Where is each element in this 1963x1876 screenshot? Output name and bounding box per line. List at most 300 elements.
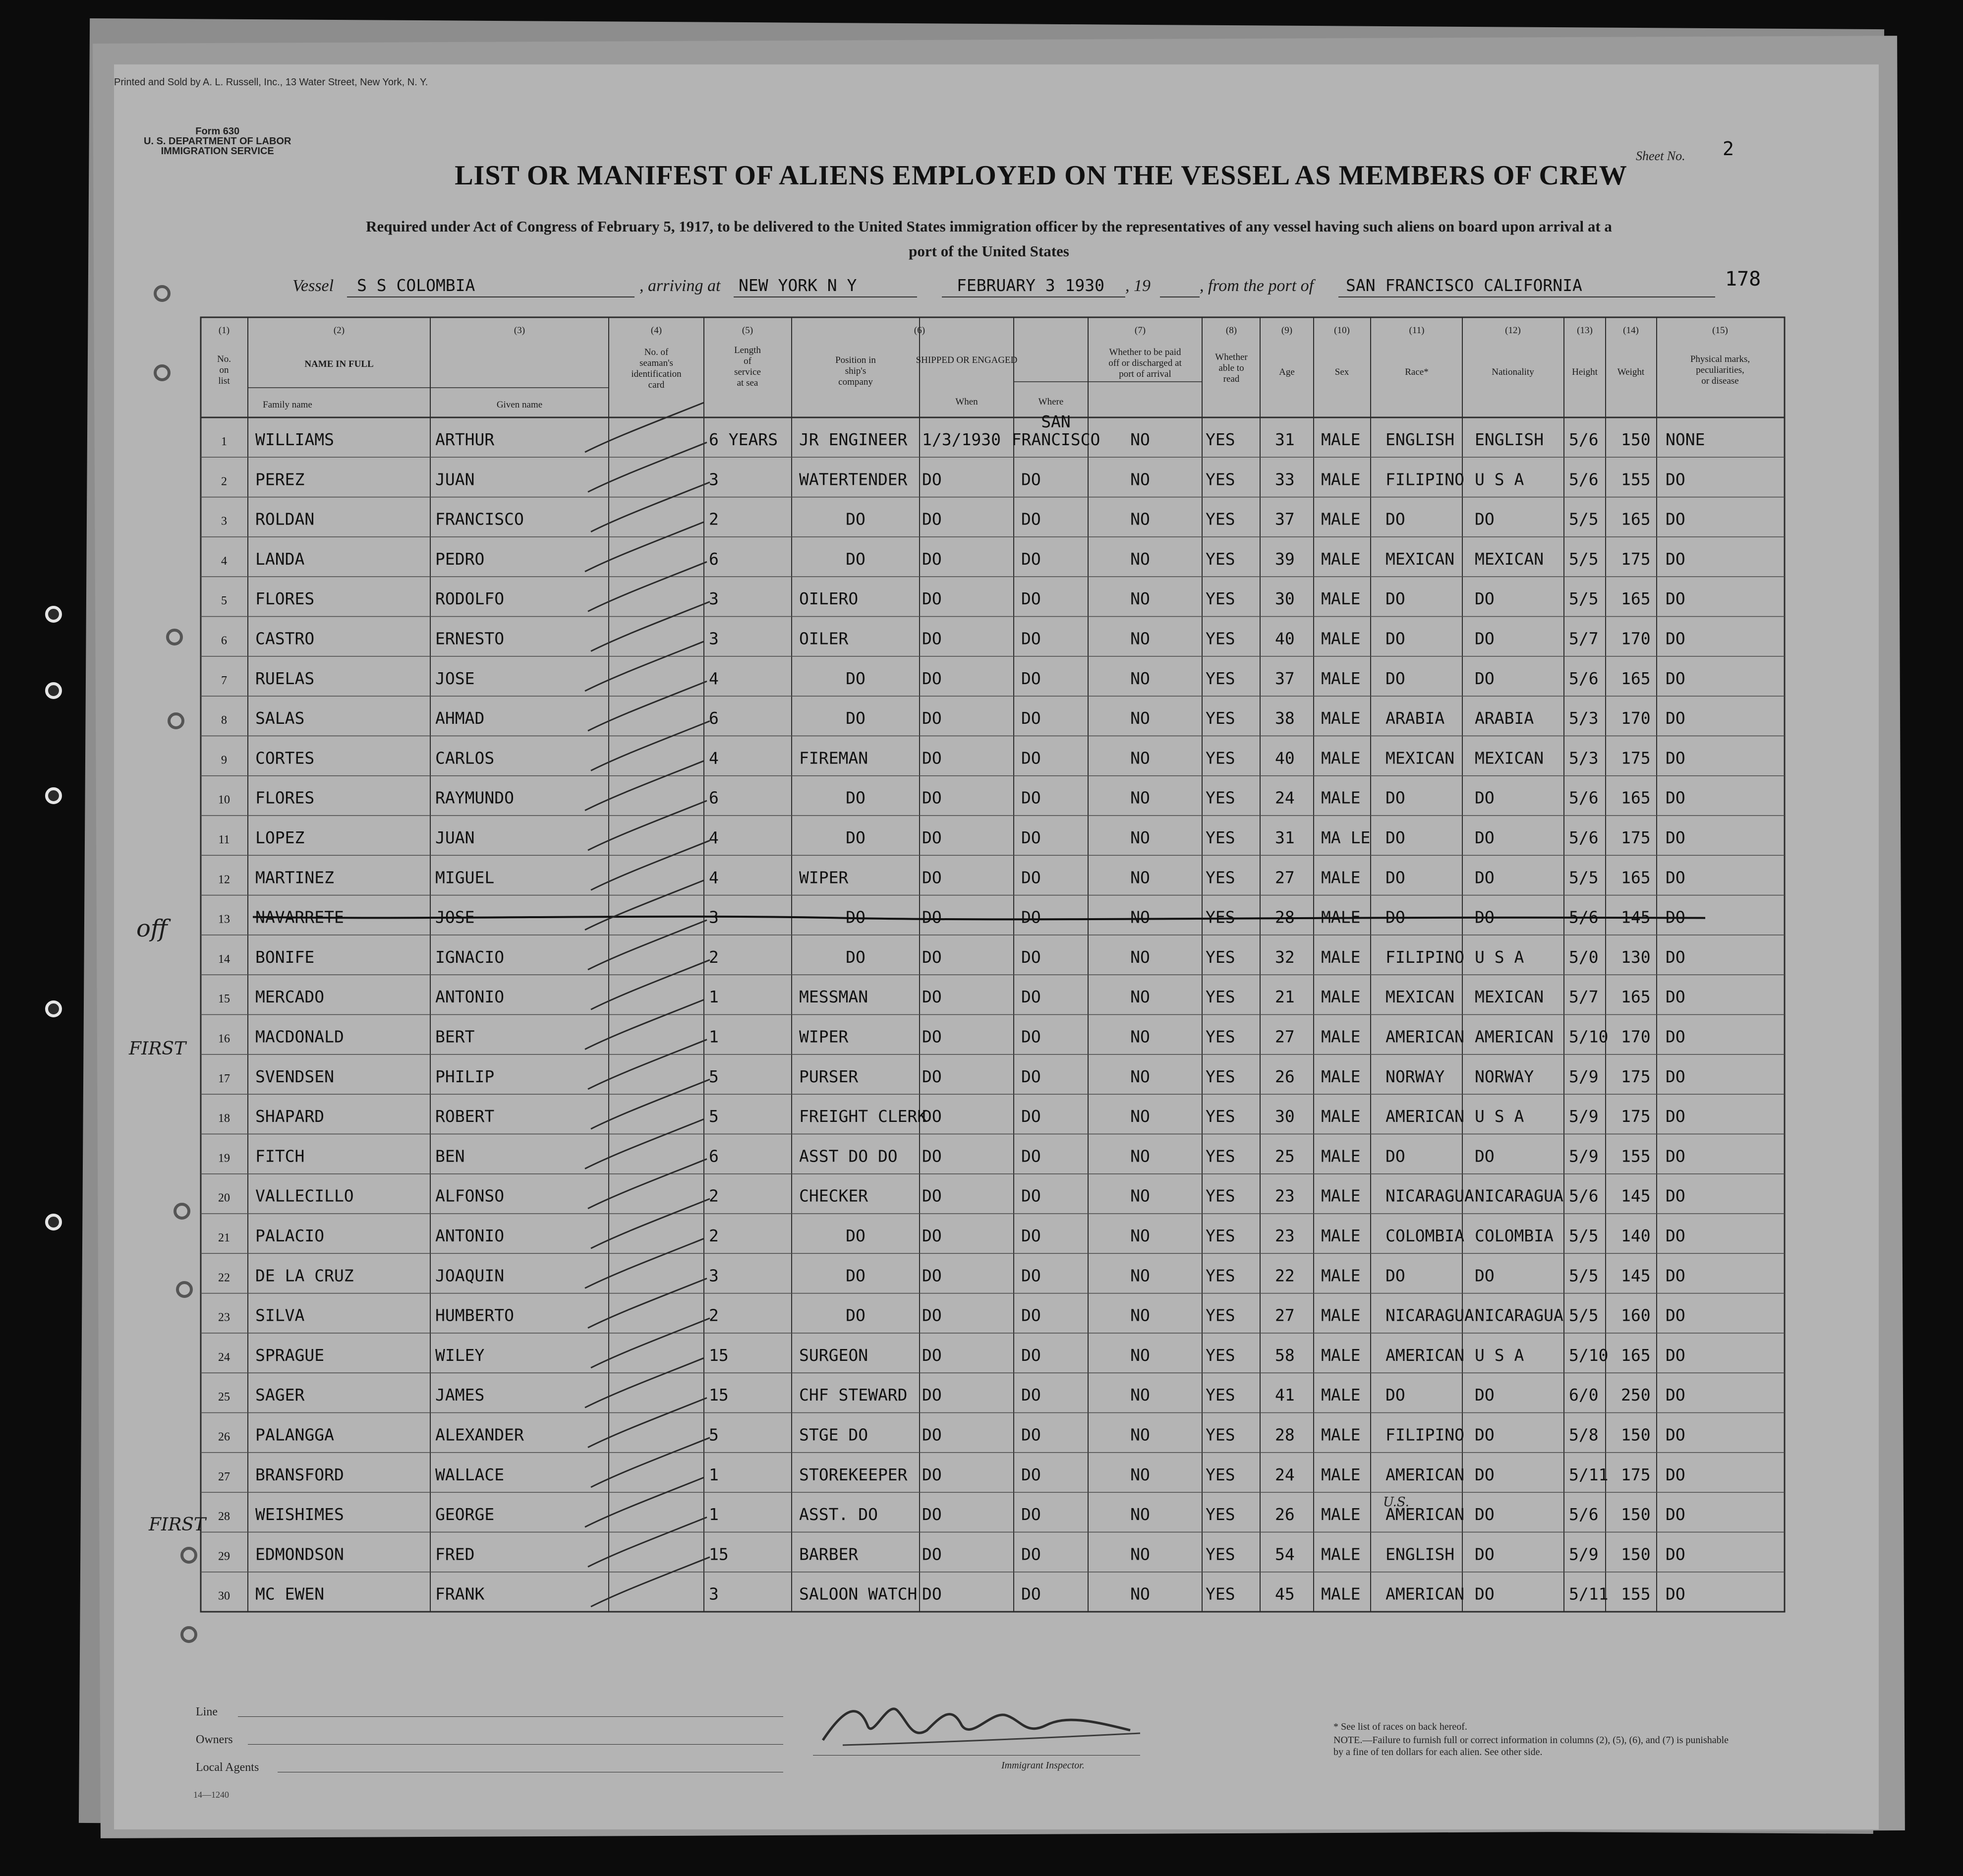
cell-when: DO <box>922 1107 942 1126</box>
cell-age: 31 <box>1275 430 1295 449</box>
cell-race: FILIPINO <box>1386 1425 1464 1445</box>
cell-marks: DO <box>1666 549 1685 569</box>
cell-marks: DO <box>1666 1305 1685 1325</box>
cell-family: MC EWEN <box>255 1584 325 1604</box>
check-mark <box>585 1119 704 1169</box>
header-marks: Physical marks, <box>1690 354 1750 364</box>
cell-position: SALOON WATCH <box>799 1584 918 1604</box>
line-label: Line <box>196 1705 218 1718</box>
cell-nationality: NICARAGUA <box>1475 1186 1563 1206</box>
cell-marks: DO <box>1666 907 1685 927</box>
inspector-signature <box>813 1681 1160 1760</box>
cell-read: YES <box>1206 1425 1235 1445</box>
cell-paid: NO <box>1130 1066 1150 1086</box>
cell-paid: NO <box>1130 947 1150 967</box>
cell-weight: 175 <box>1621 1107 1651 1126</box>
header-length-service: at sea <box>737 378 758 388</box>
cell-marks: DO <box>1666 828 1685 847</box>
cell-age: 39 <box>1275 549 1295 569</box>
column-number: (10) <box>1334 325 1350 336</box>
cell-family: SPRAGUE <box>255 1345 325 1365</box>
cell-paid: NO <box>1130 549 1150 569</box>
cell-when: 1/3/1930 <box>922 430 1001 449</box>
header-height: Height <box>1572 367 1598 377</box>
cell-read: YES <box>1206 947 1235 967</box>
cell-height: 5/7 <box>1569 629 1599 648</box>
punch-hole <box>154 364 171 381</box>
cell-height: 5/9 <box>1569 1544 1599 1564</box>
cell-family: MACDONALD <box>255 1027 344 1047</box>
cell-sex: MALE <box>1321 1425 1361 1445</box>
cell-read: YES <box>1206 907 1235 927</box>
cell-read: YES <box>1206 987 1235 1007</box>
cell-given: IGNACIO <box>435 947 505 967</box>
cell-weight: 140 <box>1621 1226 1651 1245</box>
cell-height: 5/5 <box>1569 509 1599 529</box>
cell-marks: DO <box>1666 748 1685 768</box>
row-number: 13 <box>218 913 230 926</box>
cell-when: DO <box>922 1385 942 1405</box>
cell-position: CHECKER <box>799 1186 868 1206</box>
cell-age: 41 <box>1275 1385 1295 1405</box>
check-mark <box>588 801 707 850</box>
cell-marks: DO <box>1666 1266 1685 1286</box>
row-number: 4 <box>221 554 227 568</box>
cell-given: JOAQUIN <box>435 1266 505 1286</box>
check-mark <box>585 642 704 691</box>
cell-paid: NO <box>1130 828 1150 847</box>
cell-paid: NO <box>1130 629 1150 648</box>
cell-nationality: ARABIA <box>1475 708 1534 728</box>
cell-where: DO <box>1021 668 1041 688</box>
cell-family: BONIFE <box>255 947 315 967</box>
race-footnote: * See list of races on back hereof. <box>1333 1721 1467 1732</box>
cell-given: RAYMUNDO <box>435 788 514 808</box>
cell-weight: 150 <box>1621 1425 1651 1445</box>
cell-marks: DO <box>1666 1146 1685 1166</box>
cell-race: DO <box>1386 788 1405 808</box>
column-number: (9) <box>1281 325 1293 336</box>
underline <box>248 1744 783 1745</box>
header-no-on-list: No. <box>217 354 231 364</box>
cell-sex: MALE <box>1321 668 1361 688</box>
cell-family: MARTINEZ <box>255 868 334 887</box>
cell-family: SALAS <box>255 708 305 728</box>
row-number: 12 <box>218 873 230 886</box>
cell-sex: MA LE <box>1321 828 1371 847</box>
cell-sex: MALE <box>1321 1345 1361 1365</box>
cell-marks: DO <box>1666 708 1685 728</box>
cell-weight: 155 <box>1621 469 1651 489</box>
cell-given: FRANK <box>435 1584 485 1604</box>
header-when: When <box>955 397 978 407</box>
cell-nationality: U S A <box>1475 1107 1524 1126</box>
cell-nationality: DO <box>1475 589 1495 609</box>
cell-marks: DO <box>1666 788 1685 808</box>
cell-where: DO <box>1021 1465 1041 1484</box>
cell-weight: 170 <box>1621 708 1651 728</box>
cell-service: 6 <box>709 788 719 808</box>
cell-position: FREIGHT CLERK <box>799 1107 927 1126</box>
arrival-date: FEBRUARY 3 1930 <box>957 276 1105 295</box>
cell-race: AMERICAN <box>1386 1584 1464 1604</box>
cell-read: YES <box>1206 629 1235 648</box>
cell-when: DO <box>922 1066 942 1086</box>
cell-weight: 175 <box>1621 1066 1651 1086</box>
cell-family: EDMONDSON <box>255 1544 344 1564</box>
header-no-on-list: on <box>219 365 229 375</box>
cell-nationality: NICARAGUA <box>1475 1305 1563 1325</box>
cell-where: DO <box>1021 868 1041 887</box>
row-number: 11 <box>218 833 230 846</box>
cell-position: MESSMAN <box>799 987 868 1007</box>
header-id-card: No. of <box>644 347 669 357</box>
cell-sex: MALE <box>1321 788 1361 808</box>
cell-read: YES <box>1206 1584 1235 1604</box>
row-number: 2 <box>221 475 227 488</box>
cell-height: 5/5 <box>1569 868 1599 887</box>
check-mark <box>588 1517 707 1567</box>
cell-nationality: DO <box>1475 1266 1495 1286</box>
cell-age: 30 <box>1275 589 1295 609</box>
cell-height: 5/5 <box>1569 549 1599 569</box>
cell-height: 5/7 <box>1569 987 1599 1007</box>
cell-read: YES <box>1206 1027 1235 1047</box>
cell-position: FIREMAN <box>799 748 868 768</box>
row-number: 15 <box>218 993 230 1006</box>
cell-sex: MALE <box>1321 1305 1361 1325</box>
cell-marks: DO <box>1666 947 1685 967</box>
cell-weight: 165 <box>1621 589 1651 609</box>
cell-service: 5 <box>709 1066 719 1086</box>
cell-paid: NO <box>1130 1385 1150 1405</box>
cell-weight: 175 <box>1621 1465 1651 1484</box>
cell-race: DO <box>1386 828 1405 847</box>
cell-weight: 165 <box>1621 788 1651 808</box>
cell-when: DO <box>922 509 942 529</box>
cell-sex: MALE <box>1321 1107 1361 1126</box>
cell-family: PEREZ <box>255 469 305 489</box>
cell-position: DO <box>846 788 866 808</box>
cell-service: 6 <box>709 708 719 728</box>
cell-paid: NO <box>1130 788 1150 808</box>
column-number: (1) <box>218 325 230 336</box>
row-number: 14 <box>218 952 230 966</box>
from-port: SAN FRANCISCO CALIFORNIA <box>1346 276 1582 295</box>
cell-position: JR ENGINEER <box>799 430 908 449</box>
column-number: (15) <box>1712 325 1728 336</box>
check-mark <box>588 562 707 611</box>
cell-when: DO <box>922 629 942 648</box>
cell-given: ALFONSO <box>435 1186 505 1206</box>
cell-family: SVENDSEN <box>255 1066 334 1086</box>
arriving-label: , arriving at <box>639 277 721 295</box>
cell-sex: MALE <box>1321 1505 1361 1524</box>
row-number: 3 <box>221 515 227 528</box>
cell-weight: 150 <box>1621 430 1651 449</box>
year-label: , 19 <box>1125 277 1151 295</box>
cell-service: 3 <box>709 1266 719 1286</box>
cell-race: DO <box>1386 1266 1405 1286</box>
cell-service: 2 <box>709 947 719 967</box>
form-number: Form 630 <box>195 126 240 137</box>
check-mark <box>588 1279 707 1328</box>
cell-sex: MALE <box>1321 868 1361 887</box>
cell-nationality: COLOMBIA <box>1475 1226 1554 1245</box>
cell-where: FRANCISCO <box>1011 430 1100 449</box>
cell-where: DO <box>1021 549 1041 569</box>
cell-service: 3 <box>709 1584 719 1604</box>
cell-where: DO <box>1021 748 1041 768</box>
cell-age: 33 <box>1275 469 1295 489</box>
check-mark <box>585 1238 704 1288</box>
cell-age: 27 <box>1275 1305 1295 1325</box>
printer-line: Printed and Sold by A. L. Russell, Inc., 13 Water Street, New York, N. Y. <box>114 77 428 88</box>
cell-age: 25 <box>1275 1146 1295 1166</box>
check-mark <box>585 522 704 572</box>
header-age: Age <box>1279 367 1295 377</box>
cell-marks: DO <box>1666 1107 1685 1126</box>
cell-given: CARLOS <box>435 748 495 768</box>
cell-given: ROBERT <box>435 1107 495 1126</box>
owners-label: Owners <box>196 1733 233 1746</box>
cell-read: YES <box>1206 1146 1235 1166</box>
check-mark <box>588 1159 707 1209</box>
cell-given: ERNESTO <box>435 629 505 648</box>
cell-family: PALANGGA <box>255 1425 334 1445</box>
row-number: 21 <box>218 1231 230 1244</box>
column-number: (8) <box>1225 325 1237 336</box>
cell-where: DO <box>1021 788 1041 808</box>
cell-family: MERCADO <box>255 987 325 1007</box>
cell-nationality: DO <box>1475 1584 1495 1604</box>
agents-label: Local Agents <box>196 1761 259 1774</box>
cell-age: 24 <box>1275 788 1295 808</box>
punch-hole <box>166 629 183 645</box>
cell-sex: MALE <box>1321 1066 1361 1086</box>
cell-when: DO <box>922 1544 942 1564</box>
cell-where: DO <box>1021 907 1041 927</box>
column-number: (7) <box>1134 325 1146 336</box>
cell-race: MEXICAN <box>1386 987 1455 1007</box>
header-nationality: Nationality <box>1492 367 1534 377</box>
cell-when: DO <box>922 788 942 808</box>
header-paid-off: port of arrival <box>1119 369 1171 379</box>
cell-age: 28 <box>1275 1425 1295 1445</box>
punch-hole <box>45 787 62 804</box>
cell-when: DO <box>922 708 942 728</box>
cell-race: DO <box>1386 589 1405 609</box>
cell-age: 40 <box>1275 629 1295 648</box>
punch-hole <box>173 1203 190 1220</box>
cell-where: DO <box>1021 589 1041 609</box>
cell-family: WEISHIMES <box>255 1505 344 1524</box>
cell-sex: MALE <box>1321 1226 1361 1245</box>
cell-given: JUAN <box>435 828 475 847</box>
cell-service: 4 <box>709 868 719 887</box>
check-mark <box>588 920 707 970</box>
header-paid-off: Whether to be paid <box>1109 347 1181 357</box>
cell-age: 45 <box>1275 1584 1295 1604</box>
check-mark <box>585 403 704 452</box>
race-correction-note: U.S. <box>1383 1495 1409 1510</box>
cell-race: DO <box>1386 868 1405 887</box>
punch-hole <box>45 682 62 699</box>
row-number: 8 <box>221 714 227 727</box>
cell-given: WALLACE <box>435 1465 505 1484</box>
cell-service: 5 <box>709 1107 719 1126</box>
cell-sex: MALE <box>1321 430 1361 449</box>
cell-marks: DO <box>1666 1465 1685 1484</box>
cell-family: FITCH <box>255 1146 305 1166</box>
cell-position: DO <box>846 668 866 688</box>
cell-sex: MALE <box>1321 549 1361 569</box>
cell-family: PALACIO <box>255 1226 325 1245</box>
cell-sex: MALE <box>1321 1027 1361 1047</box>
cell-paid: NO <box>1130 1584 1150 1604</box>
cell-weight: 130 <box>1621 947 1651 967</box>
cell-family: VALLECILLO <box>255 1186 354 1206</box>
cell-height: 5/5 <box>1569 1266 1599 1286</box>
cell-given: JOSE <box>435 907 475 927</box>
cell-height: 5/11 <box>1569 1465 1609 1484</box>
cell-height: 5/6 <box>1569 469 1599 489</box>
cell-service: 1 <box>709 1465 719 1484</box>
cell-service: 4 <box>709 748 719 768</box>
punch-hole <box>176 1281 193 1298</box>
cell-paid: NO <box>1130 1146 1150 1166</box>
cell-service: 4 <box>709 668 719 688</box>
cell-given: JUAN <box>435 469 475 489</box>
row-number: 10 <box>218 793 230 807</box>
cell-service: 1 <box>709 1505 719 1524</box>
row-number: 18 <box>218 1112 230 1125</box>
header-length-service: service <box>734 367 761 377</box>
cell-nationality: MEXICAN <box>1475 987 1544 1007</box>
cell-age: 26 <box>1275 1066 1295 1086</box>
cell-when: DO <box>922 1027 942 1047</box>
cell-family: SAGER <box>255 1385 305 1405</box>
cell-position: DO <box>846 907 866 927</box>
cell-read: YES <box>1206 708 1235 728</box>
cell-service: 3 <box>709 629 719 648</box>
vessel-label: Vessel <box>292 277 334 295</box>
cell-read: YES <box>1206 1226 1235 1245</box>
vessel-name: S S COLOMBIA <box>357 276 475 295</box>
cell-family: LANDA <box>255 549 305 569</box>
cell-where: DO <box>1021 947 1041 967</box>
cell-when: DO <box>922 987 942 1007</box>
check-mark <box>585 1358 704 1407</box>
cell-read: YES <box>1206 1385 1235 1405</box>
cell-read: YES <box>1206 1107 1235 1126</box>
cell-family: FLORES <box>255 788 315 808</box>
cell-given: ALEXANDER <box>435 1425 524 1445</box>
cell-nationality: MEXICAN <box>1475 748 1544 768</box>
cell-where: DO <box>1021 1226 1041 1245</box>
cell-race: NICARAGUA <box>1386 1186 1474 1206</box>
cell-marks: DO <box>1666 1385 1685 1405</box>
cell-marks: DO <box>1666 868 1685 887</box>
cell-nationality: AMERICAN <box>1475 1027 1554 1047</box>
cell-family: WILLIAMS <box>255 430 334 449</box>
cell-nationality: NORWAY <box>1475 1066 1534 1086</box>
cell-given: BEN <box>435 1146 465 1166</box>
cell-sex: MALE <box>1321 1584 1361 1604</box>
header-shipped-engaged: SHIPPED OR ENGAGED <box>916 355 1018 365</box>
cell-position: WIPER <box>799 868 849 887</box>
first-note: FIRST <box>149 1515 206 1535</box>
header-given-name: Given name <box>496 400 543 410</box>
cell-weight: 170 <box>1621 629 1651 648</box>
cell-family: NAVARRETE <box>255 907 344 927</box>
cell-weight: 150 <box>1621 1544 1651 1564</box>
row-number: 7 <box>221 674 227 687</box>
cell-race: ARABIA <box>1386 708 1445 728</box>
cell-when: DO <box>922 1266 942 1286</box>
cell-weight: 165 <box>1621 1345 1651 1365</box>
cell-given: ANTONIO <box>435 987 505 1007</box>
header-sex: Sex <box>1334 367 1349 377</box>
cell-nationality: DO <box>1475 629 1495 648</box>
cell-weight: 145 <box>1621 907 1651 927</box>
column-number: (2) <box>333 325 345 336</box>
cell-age: 23 <box>1275 1226 1295 1245</box>
row-number: 24 <box>218 1350 230 1364</box>
cell-marks: DO <box>1666 469 1685 489</box>
cell-when: DO <box>922 1186 942 1206</box>
cell-age: 38 <box>1275 708 1295 728</box>
column-number: (14) <box>1623 325 1639 336</box>
cell-read: YES <box>1206 1266 1235 1286</box>
header-family-name: Family name <box>263 400 312 410</box>
cell-family: RUELAS <box>255 668 315 688</box>
cell-marks: DO <box>1666 589 1685 609</box>
cell-race: AMERICAN <box>1386 1345 1464 1365</box>
cell-age: 24 <box>1275 1465 1295 1484</box>
header-position: Position in <box>835 355 876 365</box>
sheet-number: 2 <box>1723 138 1734 160</box>
cell-race: ENGLISH <box>1386 430 1455 449</box>
cell-age: 21 <box>1275 987 1295 1007</box>
header-position: ship's <box>845 366 866 376</box>
cell-when: DO <box>922 1425 942 1445</box>
column-number: (12) <box>1505 325 1521 336</box>
cell-height: 5/6 <box>1569 1505 1599 1524</box>
cell-height: 5/8 <box>1569 1425 1599 1445</box>
penalty-note: NOTE.—Failure to furnish full or correct information in columns (2), (5), (6), and (7) is punishable by a fine of ten dollars for each alien. See other side. <box>1333 1735 1729 1758</box>
cell-race: COLOMBIA <box>1386 1226 1464 1245</box>
cell-paid: NO <box>1130 1266 1150 1286</box>
row-number: 1 <box>221 435 227 448</box>
cell-age: 40 <box>1275 748 1295 768</box>
cell-marks: DO <box>1666 629 1685 648</box>
cell-weight: 250 <box>1621 1385 1651 1405</box>
cell-where: DO <box>1021 509 1041 529</box>
cell-nationality: DO <box>1475 1544 1495 1564</box>
cell-position: DO <box>846 828 866 847</box>
cell-service: 1 <box>709 1027 719 1047</box>
cell-paid: NO <box>1130 1345 1150 1365</box>
cell-nationality: DO <box>1475 907 1495 927</box>
cell-race: ENGLISH <box>1386 1544 1455 1564</box>
cell-when: DO <box>922 1345 942 1365</box>
cell-read: YES <box>1206 1544 1235 1564</box>
cell-age: 26 <box>1275 1505 1295 1524</box>
row-number: 25 <box>218 1391 230 1404</box>
cell-nationality: ENGLISH <box>1475 430 1544 449</box>
header-able-read: read <box>1223 374 1240 384</box>
